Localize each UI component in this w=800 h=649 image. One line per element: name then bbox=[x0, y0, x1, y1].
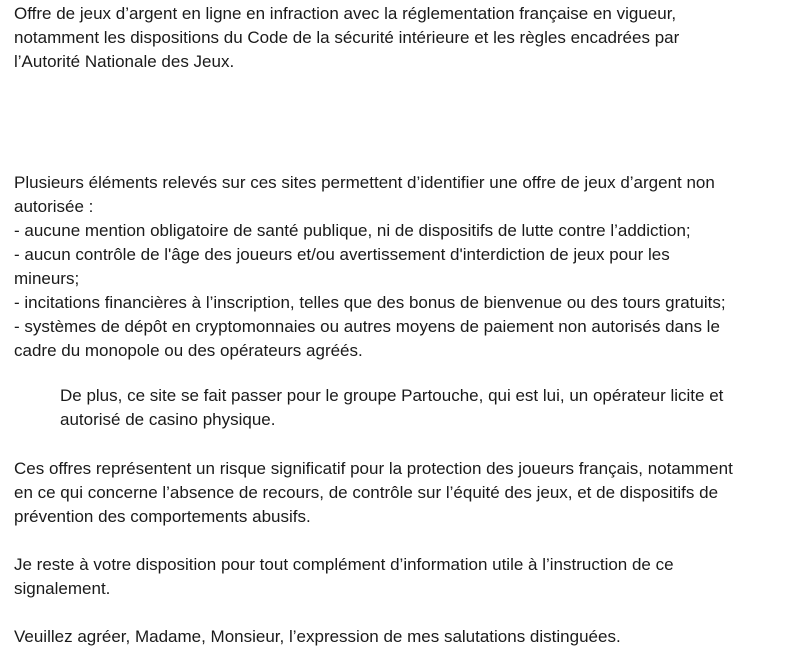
intro-paragraph bbox=[14, 2, 679, 74]
text-line: prévention des comportements abusifs. bbox=[14, 507, 311, 526]
text-line: cadre du monopole ou des opérateurs agréés. bbox=[14, 341, 363, 360]
list-item: - aucun contrôle de l'âge des joueurs et/ou avertissement d'interdiction de jeux pour les bbox=[14, 245, 670, 264]
text-line: Plusieurs éléments relevés sur ces sites permettent d’identifier une offre de jeux d’argent non bbox=[14, 173, 715, 192]
text-line: Veuillez agréer, Madame, Monsieur, l’expression de mes salutations distinguées. bbox=[14, 627, 621, 646]
closing-paragraph bbox=[14, 625, 621, 649]
list-item: - incitations financières à l’inscription, telles que des bonus de bienvenue ou des tours gratuits; bbox=[14, 293, 726, 312]
text-line: notamment les dispositions du Code de la sécurité intérieure et les règles encadrées par bbox=[14, 28, 680, 47]
list-item: - systèmes de dépôt en cryptomonnaies ou autres moyens de paiement non autorisés dans le bbox=[14, 317, 720, 336]
text-line: autorisé de casino physique. bbox=[60, 410, 276, 429]
availability-paragraph bbox=[14, 553, 674, 601]
partouche-paragraph bbox=[60, 384, 723, 432]
text-line: autorisée : bbox=[14, 197, 94, 216]
text-line: Je reste à votre disposition pour tout complément d’information utile à l’instruction de ce bbox=[14, 555, 674, 574]
list-item: - aucune mention obligatoire de santé publique, ni de dispositifs de lutte contre l’addiction; bbox=[14, 221, 691, 240]
text-line: Ces offres représentent un risque significatif pour la protection des joueurs français, notamment bbox=[14, 459, 733, 478]
text-line: mineurs; bbox=[14, 269, 80, 288]
text-line: signalement. bbox=[14, 579, 111, 598]
text-line: De plus, ce site se fait passer pour le groupe Partouche, qui est lui, un opérateur licite et bbox=[60, 386, 724, 405]
risk-paragraph bbox=[14, 457, 733, 529]
text-line: l’Autorité Nationale des Jeux. bbox=[14, 52, 235, 71]
text-line: Offre de jeux d’argent en ligne en infraction avec la réglementation française en vigueur, bbox=[14, 4, 677, 23]
elements-paragraph bbox=[14, 171, 726, 363]
text-line: en ce qui concerne l’absence de recours, de contrôle sur l’équité des jeux, et de dispositifs de bbox=[14, 483, 719, 502]
